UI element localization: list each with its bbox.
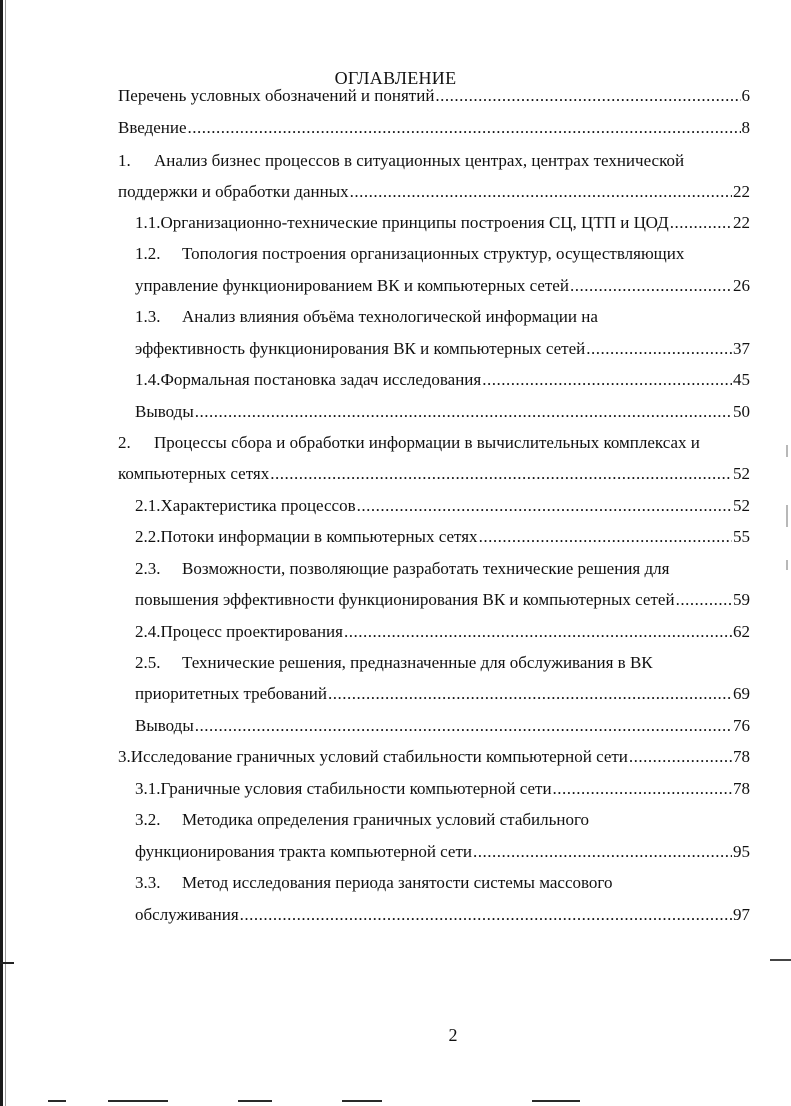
toc-entry-line [135, 213, 750, 235]
toc-entry-number: 2.4. [135, 622, 161, 641]
toc-entry-line-continued [118, 464, 750, 486]
toc-entry-title: Формальная постановка задач исследования [160, 370, 482, 389]
toc-entry-title: Перечень условных обозначений и понятий [118, 86, 435, 105]
scan-tick-right [770, 959, 791, 961]
toc-entry-number: 3.2. [135, 810, 161, 829]
toc-dot-leader [570, 276, 732, 296]
toc-entry-title-continued: управление функционированием ВК и компьютерных сетей [135, 276, 569, 295]
toc-entry-line [118, 433, 750, 455]
toc-entry-title-continued: функционирования тракта компьютерной сети [135, 842, 473, 861]
toc-entry-line-continued [135, 905, 750, 927]
toc-dot-leader [473, 842, 732, 862]
toc-entry-line [135, 622, 750, 644]
toc-entry-page: 78 [733, 747, 750, 766]
toc-entry-number: 1.2. [135, 244, 161, 263]
toc-entry-page: 45 [733, 370, 750, 389]
scan-mark-right [786, 445, 788, 457]
toc-entry-title-continued: повышения эффективности функционирования ВК и компьютерных сетей [135, 590, 675, 609]
toc-entry-line [135, 653, 750, 675]
toc-entry-line-continued [118, 182, 750, 204]
toc-entry-line-continued [135, 842, 750, 864]
toc-entry-line [135, 402, 750, 424]
scan-bottom-line [48, 1100, 66, 1102]
toc-entry-page: 59 [733, 590, 750, 609]
toc-dot-leader [586, 339, 732, 359]
toc-entry-line [135, 244, 750, 266]
scan-edge-left-inner [5, 0, 6, 1106]
toc-entry-page: 55 [733, 527, 750, 546]
toc-entry-title: Методика определения граничных условий стабильного [182, 810, 589, 829]
page-title: ОГЛАВЛЕНИЕ [334, 68, 457, 88]
toc-entry-page: 52 [733, 496, 750, 515]
toc-entry-title: Анализ бизнес процессов в ситуационных центрах, центрах технической [154, 151, 685, 170]
toc-entry-page: 6 [741, 86, 750, 105]
page-number: 2 [448, 1025, 458, 1045]
toc-entry-number: 2.2. [135, 527, 161, 546]
toc-entry-title: Характеристика процессов [160, 496, 356, 515]
toc-entry-line [118, 151, 750, 173]
toc-entry-page: 69 [733, 684, 750, 703]
toc-entry-title: Топология построения организационных структур, осуществляющих [182, 244, 685, 263]
toc-entry-line [135, 370, 750, 392]
toc-dot-leader [350, 182, 732, 202]
toc-entry-line [135, 716, 750, 738]
scan-mark-right [786, 505, 788, 527]
toc-dot-leader [479, 527, 732, 547]
toc-entry-line [118, 118, 750, 140]
toc-entry-title: Анализ влияния объёма технологической информации на [182, 307, 598, 326]
toc-entry-page: 37 [733, 339, 750, 358]
toc-entry-line [135, 527, 750, 549]
toc-entry-title: Метод исследования периода занятости системы массового [182, 873, 613, 892]
toc-entry-title: Процессы сбора и обработки информации в вычислительных комплексах и [154, 433, 700, 452]
toc-entry-page: 22 [733, 182, 750, 201]
toc-entry-number: 1.1. [135, 213, 161, 232]
toc-entry-page: 8 [741, 118, 750, 137]
toc-entry-title: Организационно-технические принципы построения СЦ, ЦТП и ЦОД [160, 213, 669, 232]
toc-entry-page: 50 [733, 402, 750, 421]
toc-entry-line [135, 873, 750, 895]
toc-entry-title: Исследование граничных условий стабильности компьютерной сети [130, 747, 628, 766]
toc-entry-number: 1.4. [135, 370, 161, 389]
toc-entry-title: Введение [118, 118, 187, 137]
toc-dot-leader [328, 684, 732, 704]
toc-entry-number: 3.3. [135, 873, 161, 892]
toc-entry-page: 26 [733, 276, 750, 295]
toc-dot-leader [344, 622, 732, 642]
toc-dot-leader [482, 370, 732, 390]
scan-bottom-line [342, 1100, 382, 1102]
toc-entry-title: Процесс проектирования [160, 622, 343, 641]
toc-entry-line-continued [135, 339, 750, 361]
toc-entry-line [135, 779, 750, 801]
toc-entry-number: 3. [118, 747, 131, 766]
scan-mark-right [786, 560, 788, 570]
toc-entry-page: 62 [733, 622, 750, 641]
toc-entry-page: 97 [733, 905, 750, 924]
toc-entry-line [135, 307, 750, 329]
toc-entry-line [135, 496, 750, 518]
scan-bottom-line [238, 1100, 272, 1102]
toc-dot-leader [435, 86, 740, 106]
toc-entry-number: 3.1. [135, 779, 161, 798]
toc-entry-page: 78 [733, 779, 750, 798]
toc-entry-title-continued: поддержки и обработки данных [118, 182, 349, 201]
toc-entry-line [135, 810, 750, 832]
toc-entry-number: 2.1. [135, 496, 161, 515]
scan-bottom-line [108, 1100, 168, 1102]
toc-dot-leader [270, 464, 732, 484]
toc-entry-page: 76 [733, 716, 750, 735]
scan-tick-left [0, 962, 14, 964]
toc-entry-number: 1. [118, 151, 131, 170]
toc-dot-leader [553, 779, 732, 799]
scan-bottom-line [532, 1100, 580, 1102]
toc-entry-title: Возможности, позволяющие разработать технические решения для [182, 559, 670, 578]
toc-entry-page: 22 [733, 213, 750, 232]
toc-dot-leader [188, 118, 741, 138]
toc-entry-line [118, 86, 750, 108]
toc-dot-leader [629, 747, 732, 767]
toc-entry-number: 2.5. [135, 653, 161, 672]
toc-entry-page: 52 [733, 464, 750, 483]
toc-entry-number: 2. [118, 433, 131, 452]
scan-edge-left [0, 0, 3, 1106]
toc-dot-leader [357, 496, 732, 516]
toc-entry-title: Граничные условия стабильности компьютерной сети [160, 779, 552, 798]
toc-entry-title-continued: эффективность функционирования ВК и компьютерных сетей [135, 339, 586, 358]
toc-entry-line-continued [135, 684, 750, 706]
toc-entry-page: 95 [733, 842, 750, 861]
toc-entry-line-continued [135, 276, 750, 298]
toc-entry-number: 2.3. [135, 559, 161, 578]
toc-entry-title: Выводы [135, 716, 194, 735]
toc-dot-leader [240, 905, 732, 925]
toc-entry-number: 1.3. [135, 307, 161, 326]
toc-entry-title: Потоки информации в компьютерных сетях [160, 527, 478, 546]
toc-dot-leader [676, 590, 732, 610]
toc-entry-title-continued: обслуживания [135, 905, 239, 924]
toc-dot-leader [195, 402, 732, 422]
toc-dot-leader [195, 716, 732, 736]
toc-entry-line-continued [135, 590, 750, 612]
toc-entry-line [118, 747, 750, 769]
toc-dot-leader [670, 213, 732, 233]
toc-entry-title: Технические решения, предназначенные для обслуживания в ВК [182, 653, 653, 672]
toc-entry-title: Выводы [135, 402, 194, 421]
toc-entry-title-continued: компьютерных сетях [118, 464, 270, 483]
toc-entry-title-continued: приоритетных требований [135, 684, 327, 703]
toc-entry-line [135, 559, 750, 581]
